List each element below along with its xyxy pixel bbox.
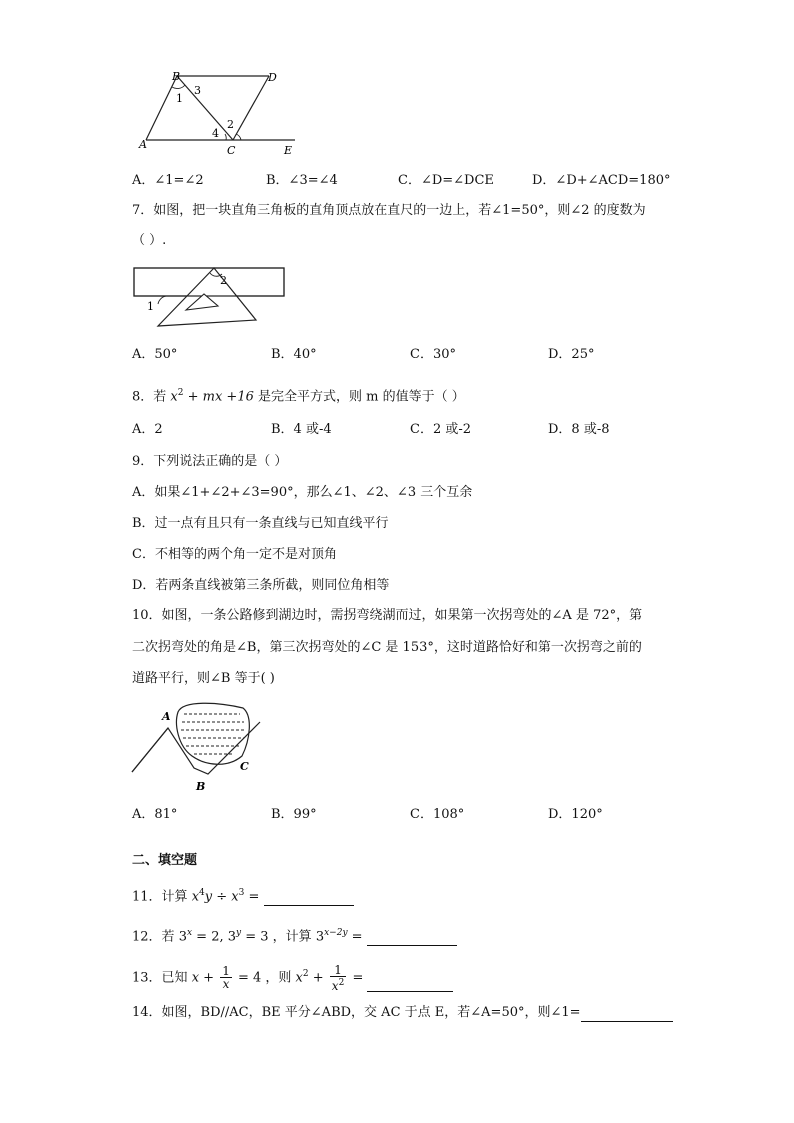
q12-mid: = 2, (192, 929, 228, 945)
q8-expr-rest: + mx +16 (183, 389, 254, 405)
q8-prefix: 8．若 (132, 389, 171, 405)
q8-expr-exp: 2 (177, 388, 184, 398)
q13-num2: 1 (330, 964, 347, 977)
q13-exp2: 2 (302, 969, 309, 979)
q7-option-c: C．30° (410, 347, 456, 362)
angle-4-label: 4 (212, 127, 219, 140)
q12-base1: 3 (178, 929, 187, 945)
label-b: B (196, 780, 206, 793)
label-c: C (227, 144, 236, 157)
section-title: 二、填空题 (132, 853, 198, 868)
q12-exp2: y (236, 928, 242, 938)
angle-2-label: 2 (220, 274, 227, 287)
q8-option-c: C．2 或-2 (410, 422, 472, 437)
q7-option-a: A．50° (132, 347, 178, 362)
q8-expr-x: x (170, 389, 178, 405)
q11-x: x (191, 889, 200, 905)
q8-question (132, 384, 465, 406)
answer-blank[interactable] (581, 1007, 673, 1022)
q13-num: 1 (222, 964, 230, 979)
q11-exp2: 3 (238, 888, 245, 898)
q6-option-a: A．∠1=∠2 (132, 173, 204, 188)
q13-question (132, 960, 453, 992)
q13-plus: + (199, 970, 219, 986)
ruler-triangle-figure (130, 264, 290, 332)
q11-y: y (204, 889, 213, 905)
angle-2-label: 2 (227, 118, 234, 131)
q11-question (132, 884, 354, 906)
q7-text-line1: 7．如图，把一块直角三角板的直角顶点放在直尺的一边上，若∠1=50°，则∠2 的度数为 (132, 203, 646, 218)
q11-div: ÷ (212, 889, 232, 905)
q6-option-c: C．∠D=∠DCE (398, 173, 494, 188)
angle-1-label: 1 (147, 300, 154, 313)
q10-text-line2: 二次拐弯处的角是∠B，第三次拐弯处的∠C 是 153°，这时道路恰好和第一次拐弯之前的 (132, 640, 642, 655)
q12-prefix: 12．若 (132, 929, 179, 945)
q10-text-line3: 道路平行，则∠B 等于( ) (132, 671, 275, 686)
q12-base2: 3 (227, 929, 237, 945)
q13-eq: = (348, 970, 368, 986)
q7-option-b: B．40° (271, 347, 317, 362)
q12-question (132, 924, 457, 946)
q10-option-a: A．81° (132, 807, 178, 822)
label-d: D (268, 71, 277, 84)
q9-option-a: A．如果∠1+∠2+∠3=90°，那么∠1、∠2、∠3 三个互余 (132, 485, 473, 500)
q9-option-b: B．过一点有且只有一条直线与已知直线平行 (132, 516, 389, 531)
q10-option-d: D．120° (548, 807, 603, 822)
q7-text-line2: （ ）. (132, 233, 167, 248)
parallelogram-figure (132, 68, 302, 158)
q13-den-exp: 2 (338, 977, 345, 988)
q12-exp3: x−2y (324, 928, 348, 938)
q11-prefix: 11．计算 (132, 889, 192, 905)
angle-3-label: 3 (194, 84, 201, 97)
q12-eq: = (347, 929, 367, 945)
q8-option-a: A．2 (132, 422, 163, 437)
q7-option-d: D．25° (548, 347, 595, 362)
q8-option-d: D．8 或-8 (548, 422, 610, 437)
q13-prefix: 13．已知 (132, 970, 192, 986)
q13-fraction-2 (330, 964, 347, 992)
q12-mid2: = 3 ，计算 (241, 929, 316, 945)
label-a: A (162, 710, 171, 723)
q13-fraction-1 (220, 965, 232, 990)
q14-question (132, 1004, 673, 1022)
q10-text-line1: 10．如图，一条公路修到湖边时，需拐弯绕湖而过，如果第一次拐弯处的∠A 是 72°，第 (132, 608, 643, 623)
q13-den2: x (331, 978, 339, 993)
answer-blank[interactable] (367, 931, 457, 946)
answer-blank[interactable] (264, 891, 354, 906)
q14-text: 14．如图，BD//AC，BE 平分∠ABD，交 AC 于点 E，若∠A=50°，则∠1= (132, 1005, 581, 1020)
q9-question: 9．下列说法正确的是（ ） (132, 454, 288, 469)
q13-plus2: + (308, 970, 328, 986)
q11-eq: = (244, 889, 264, 905)
q13-eq4: = 4 ，则 (233, 970, 296, 986)
q9-option-c: C．不相等的两个角一定不是对顶角 (132, 547, 337, 562)
label-b: B (172, 70, 181, 83)
label-e: E (284, 144, 293, 157)
answer-blank[interactable] (367, 977, 453, 992)
q11-x2: x (231, 889, 239, 905)
label-c: C (240, 760, 249, 773)
q13-x: x (191, 970, 200, 986)
q13-den: x (222, 977, 230, 992)
q9-option-d: D．若两条直线被第三条所截，则同位角相等 (132, 578, 390, 593)
q13-x2: x (295, 970, 303, 986)
label-a: A (139, 138, 147, 151)
lake-road-figure (128, 700, 278, 796)
q8-suffix: 是完全平方式，则 m 的值等于（ ） (253, 389, 465, 405)
q12-exp1: x (186, 928, 193, 938)
q10-option-c: C．108° (410, 807, 465, 822)
q6-option-b: B．∠3=∠4 (266, 173, 338, 188)
q8-option-b: B．4 或-4 (271, 422, 332, 437)
q11-exp1: 4 (199, 888, 205, 898)
q12-base3: 3 (315, 929, 325, 945)
q10-option-b: B．99° (271, 807, 317, 822)
angle-1-label: 1 (176, 92, 183, 105)
q6-option-d: D．∠D+∠ACD=180° (532, 173, 671, 188)
